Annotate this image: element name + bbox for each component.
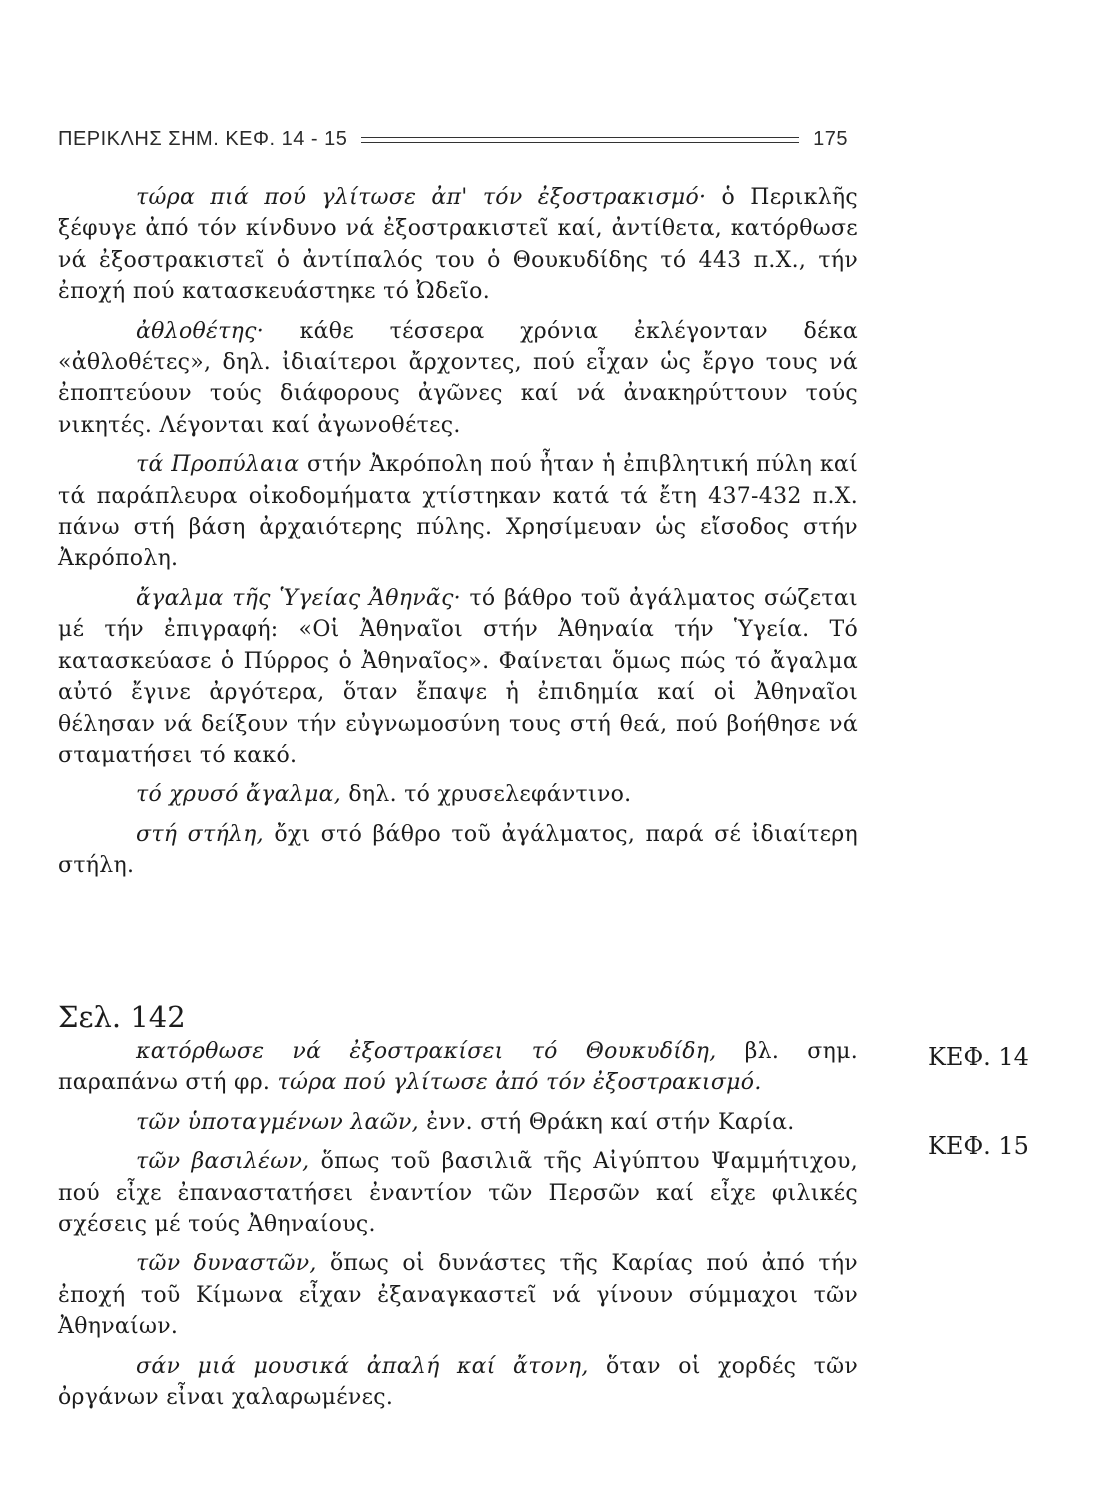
note-text: στήν Ἀκρόπολη πού ἦταν ἡ ἐπιβλητική πύλη καί τά παράπλευρα οἰκοδομήματα χτίστηκαν κατά τά ἔτη 437-432 π.Χ. πάνω στή βάση ἀρχαιότερης πύλης. Χρησίμευαν ὡς εἴσοδος στήν Ἀκρόπολη. (58, 452, 858, 572)
note-text: κάθε τέσσερα χρόνια ἐκλέγονταν δέκα «ἀθλοθέτες», δηλ. ἰδιαίτεροι ἄρχοντες, πού εἶχαν ὡς ἔργο τους νά ἐποπτεύουν τούς διάφορους ἀγῶνες καί νά ἀνακηρύττουν τούς νικητές. Λέγονται καί ἀγωνοθέτες. (58, 318, 858, 438)
note-text: ὄχι στό βάθρο τοῦ ἀγάλματος, παρά σέ ἰδιαίτερη στήλη. (58, 821, 858, 879)
note (58, 316, 858, 442)
note (58, 449, 858, 575)
note-lemma: στή στήλη, (136, 821, 264, 847)
running-header (58, 128, 848, 151)
note-text: δηλ. τό χρυσελεφάντινο. (341, 782, 632, 808)
note-text: βλ. σημ. παραπάνω στή φρ. (58, 1039, 858, 1096)
note-text: ὁ Περικλῆς ξέφυγε ἀπό τόν κίνδυνο νά ἐξοστρακιστεῖ καί, ἀντίθετα, κατόρθωσε νά ἐξοστρακιστεῖ ὁ ἀντίπαλός του ὁ Θουκυδίδης τό 443 π.Χ., τήν ἐποχή πού κατασκευάστηκε τό Ὠδεῖο. (58, 185, 858, 305)
note-lemma: ἀθλοθέτης· (136, 318, 265, 344)
notes-bottom (58, 1036, 858, 1421)
note-lemma: κατόρθωσε νά ἐξοστρακίσει τό Θουκυδίδη, (136, 1039, 717, 1064)
note-lemma: τῶν βασιλέων, (136, 1149, 310, 1175)
header-double-rule (361, 137, 799, 143)
note-lemma: τῶν ὑποταγμένων λαῶν, (136, 1109, 419, 1135)
note-lemma: σάν μιά μουσικά ἀπαλή καί ἄτονη, (136, 1353, 589, 1379)
note-lemma: ἄγαλμα τῆς Ὑγείας Ἀθηνᾶς· (136, 585, 461, 611)
page-number: 175 (813, 128, 848, 150)
note-text: ἐνν. στή Θράκη καί στήν Καρία. (418, 1109, 795, 1135)
note-lemma: τώρα πιά πού γλίτωσε ἀπ' τόν ἐξοστρακισμό· (136, 185, 707, 210)
running-title: ΠΕΡΙΚΛΗΣ ΣΗΜ. ΚΕΦ. 14 - 15 (58, 128, 348, 150)
margin-ref-chapter-14: ΚΕΦ. 14 (928, 1043, 1029, 1071)
note (58, 1036, 858, 1099)
note-lemma: τά Προπύλαια (136, 452, 300, 478)
note-lemma: τῶν δυναστῶν, (136, 1251, 317, 1277)
note (58, 1146, 858, 1240)
note (58, 1107, 858, 1138)
note-text: ὅταν οἱ χορδές τῶν ὀργάνων εἶναι χαλαρωμένες. (58, 1353, 858, 1411)
note (58, 819, 858, 882)
note-text: ὅπως τοῦ βασιλιᾶ τῆς Αἰγύπτου Ψαμμήτιχου, πού εἶχε ἐπαναστατήσει ἐναντίον τῶν Περσῶν καί εἶχε φιλικές σχέσεις μέ τούς Ἀθηναίους. (58, 1149, 858, 1238)
note (58, 583, 858, 771)
note (58, 779, 858, 810)
note (58, 182, 858, 308)
note-text: τό βάθρο τοῦ ἀγάλματος σώζεται μέ τήν ἐπιγραφή: «Οἱ Ἀθηναῖοι στήν Ἀθηναία τήν Ὑγεία. Τό κατασκεύασε ὁ Πύρρος ὁ Ἀθηναῖος». Φαίνεται ὅμως πώς τό ἄγαλμα αὐτό ἔγινε ἀργότερα, ὅταν ἔπαψε ἡ ἐπιδημία καί οἱ Ἀθηναῖοι θέλησαν νά δείξουν τήν εὐγνωμοσύνη τους στή θεά, πού βοήθησε νά σταματήσει τό κακό. (58, 585, 858, 768)
note (58, 1248, 858, 1342)
note (58, 1351, 858, 1414)
margin-ref-chapter-15: ΚΕΦ. 15 (928, 1132, 1029, 1160)
note-lemma: τό χρυσό ἄγαλμα, (136, 782, 342, 808)
notes-top (58, 182, 858, 890)
note-cross-reference: τώρα πού γλίτωσε ἀπό τόν ἐξοστρακισμό. (277, 1070, 762, 1096)
section-title: Σελ. 142 (58, 1000, 186, 1034)
note-text: ὅπως οἱ δυνάστες τῆς Καρίας πού ἀπό τήν ἐποχή τοῦ Κίμωνα εἶχαν ἐξαναγκαστεῖ νά γίνουν σύμμαχοι τῶν Ἀθηναίων. (58, 1251, 858, 1340)
